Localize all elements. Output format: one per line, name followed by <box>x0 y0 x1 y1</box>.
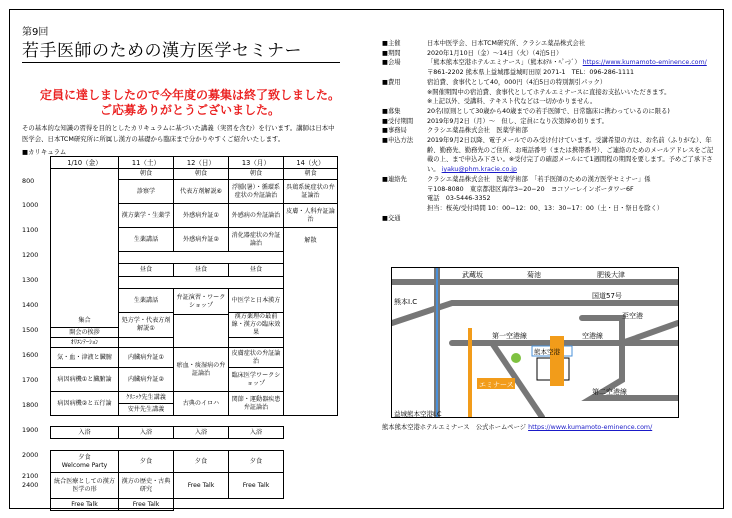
schedule-cell: 生薬講話 <box>119 289 174 313</box>
time-tick: 1600 <box>22 351 39 359</box>
schedule-cell: 生薬講話 <box>119 228 174 252</box>
intro-text: その基本的な知識の習得を目的としたカリキュラムに基づいた講義（実習を含む）を行います。講師は日本中医学会、日本TCM研究所に所属し漢方の基礎から臨床まで分かりやすくご紹介いたします。 <box>22 124 335 143</box>
schedule-cell: 代表方剤解説⑥ <box>174 180 229 204</box>
schedule-cell <box>51 439 284 451</box>
schedule-cell: 昼食 <box>119 264 174 277</box>
schedule-cell: Free Talk <box>229 473 284 499</box>
info-row <box>382 126 717 136</box>
schedule-cell: 消化器症状の弁証論治 <box>229 228 284 252</box>
map-label: 第二空港線 <box>592 388 627 396</box>
info-row <box>382 194 717 204</box>
schedule-cell: ｸﾘﾆｯｸ先生講義 <box>119 392 174 404</box>
info-row <box>382 214 717 224</box>
info-row <box>382 49 717 59</box>
schedule-cell: 朝食 <box>119 169 174 180</box>
schedule-cell: 内臓病弁証① <box>119 348 174 368</box>
time-tick: 2000 <box>22 451 39 459</box>
schedule-cell <box>174 338 229 348</box>
info-value: 〒861-2202 熊本県上益城郡益城町田原 2071-1 TEL：096-286-1111 <box>427 69 635 77</box>
info-row <box>382 78 717 88</box>
info-value: 宿泊費、食事代として40，000円（4泊5日の特別割引パック） <box>427 78 607 86</box>
schedule-cell: 浮腫(暑）・循環系症状の弁証論治 <box>229 180 284 204</box>
time-tick: 2100 <box>22 472 39 480</box>
info-row <box>382 204 717 214</box>
time-tick: 1200 <box>22 251 39 259</box>
info-value: 2020年1月10日（金）〜14日（火）（4泊5日） <box>427 49 563 57</box>
venue-link[interactable]: https://www.kumamoto-eminence.com/ <box>582 59 707 67</box>
footer-text: 熊本熊本空港ホテルエミナース 公式ホームページ <box>382 424 527 431</box>
day-header: 1/10（金） <box>51 157 119 169</box>
map-label: エミナース <box>479 381 514 389</box>
schedule-cell: 気・血・津液と臓腑 <box>51 348 119 368</box>
schedule-cell: 外感病弁証① <box>174 204 229 228</box>
schedule-cell <box>51 169 119 315</box>
issue-number: 第9回 <box>22 27 49 38</box>
info-label: ■受付期間 <box>382 117 414 125</box>
info-row <box>382 97 717 107</box>
schedule-cell: 解散 <box>284 228 338 416</box>
schedule-cell: 病因病機①と臓腑論 <box>51 368 119 392</box>
day-header: 13（月） <box>229 157 284 169</box>
schedule-cell <box>51 416 284 427</box>
info-row <box>382 136 717 175</box>
info-label: ■連絡先 <box>382 175 407 183</box>
welcome-party: Welcome Party <box>61 461 108 469</box>
traffic-label: ■交通 <box>382 214 401 222</box>
info-label: ■募集 <box>382 107 401 115</box>
schedule-cell: 中医学と日本漢方 <box>229 289 284 313</box>
info-value: 担当：桜英/受付時間 10：00−12：00、13：30−17：00（土・日・祭日を除く） <box>427 204 664 212</box>
notice-thanks: ご応募ありがとうございました。 <box>99 103 280 117</box>
info-label: ■事務局 <box>382 127 407 135</box>
time-tick: 1700 <box>22 376 39 384</box>
day-header: 12（日） <box>174 157 229 169</box>
footer <box>382 422 652 431</box>
schedule-cell <box>51 451 119 473</box>
schedule-cell: Free Talk <box>174 473 229 499</box>
schedule-cell: 入浴 <box>229 427 284 439</box>
schedule-cell <box>174 499 284 511</box>
schedule-cell: 漢方の歴史・古典研究 <box>119 473 174 499</box>
schedule-cell: 入浴 <box>51 427 119 439</box>
info-value: クラシエ薬品株式会社 医薬学術部 「若手医師のための漢方医学セミナー」係 <box>427 175 651 183</box>
info-row <box>382 68 717 78</box>
info-value: 2019年9月2日（月）〜 但し、定員になり次第締め切ります。 <box>427 117 608 125</box>
schedule-cell: 昼食 <box>229 264 284 277</box>
schedule-cell: 漢方薬理の最前線・漢方の臨床效果 <box>229 313 284 338</box>
schedule-cell: 朝食 <box>229 169 284 180</box>
schedule-cell: 古典のイロハ <box>174 392 229 416</box>
footer-link[interactable]: https://www.kumamoto-eminence.com/ <box>528 424 653 431</box>
map-svg <box>392 268 678 417</box>
schedule-cell: 安井先生講義 <box>119 404 174 416</box>
map-label: 肥後大津 <box>597 271 625 279</box>
schedule-cell: 外感病弁証② <box>174 228 229 252</box>
time-tick: 1100 <box>22 226 39 234</box>
info-label: ■申込方法 <box>382 137 414 145</box>
schedule-cell: 内臓病弁証② <box>119 368 174 392</box>
info-value: 日本中医学会、日本TCM研究所、クラシエ薬品株式会社 <box>427 40 586 47</box>
time-tick: 1400 <box>22 301 39 309</box>
time-tick: 1500 <box>22 326 39 334</box>
info-label: ■主催 <box>382 40 401 47</box>
schedule-cell: 朝食 <box>284 169 338 180</box>
schedule-cell: 夕食 <box>174 451 229 473</box>
curriculum-label: ■カリキュラム <box>22 148 67 156</box>
curriculum-table <box>50 156 338 511</box>
map-label: 武蔵坂 <box>462 271 483 279</box>
schedule-cell: 集合 <box>51 315 119 328</box>
schedule-cell: 処方学・代表方剤解説① <box>119 313 174 338</box>
time-tick: 1800 <box>22 401 39 409</box>
info-value: 〒108-8080 東京都港区海岸3−20−20 ヨコソーレインボータワー6F <box>427 185 634 193</box>
schedule-cell: 臨床医学ワークショップ <box>229 368 284 392</box>
time-tick: 800 <box>22 177 35 185</box>
info-row <box>382 88 717 98</box>
schedule-cell: 朝食 <box>174 169 229 180</box>
schedule-cell: 呉鶏系統症状の弁証論治 <box>284 180 338 204</box>
time-tick: 1900 <box>22 426 39 434</box>
info-row <box>382 175 717 185</box>
schedule-cell: 統合医療としての漢方医学の形 <box>51 473 119 499</box>
schedule-cell: 弁証演習・ワークショップ <box>174 289 229 315</box>
map-label: 国道57号 <box>592 292 622 300</box>
schedule-cell: 病因病機②と五行論 <box>51 392 119 416</box>
schedule-cell: 皮膚症状の弁証論治 <box>229 348 284 368</box>
day-header: 14（火） <box>284 157 338 169</box>
info-row <box>382 39 717 49</box>
schedule-cell: 関節・運動器疾患弁証論治 <box>229 392 284 416</box>
email-link[interactable]: iyaku@phm.kracie.co.jp <box>441 166 517 174</box>
map-label: 第一空港線 <box>492 332 527 340</box>
info-row <box>382 107 717 117</box>
map-label: 至空港 <box>622 312 643 320</box>
schedule-cell: 外感病の弁証論治 <box>229 204 284 228</box>
info-value: ※開催期間中の宿泊費、食事代としてホテルエミナースに直接お支払いいただきます。 <box>427 88 671 96</box>
schedule-cell: 夕食 <box>229 451 284 473</box>
schedule-cell: 瘀血・痰湿病の弁証論治 <box>174 348 229 392</box>
day-header: 11（土） <box>119 157 174 169</box>
access-map <box>391 267 679 418</box>
info-value: 「熊本熊本空港ホテルエミナース」（熊本ﾎﾃﾙ・ﾍﾟｰｼﾞ） <box>427 59 581 67</box>
time-tick: 2400 <box>22 481 39 489</box>
info-block <box>382 39 717 223</box>
info-label: ■期間 <box>382 49 401 57</box>
page-title: 若手医師のための漢方医学セミナー <box>22 41 302 61</box>
info-label: ■費用 <box>382 78 401 86</box>
map-label: 熊本空港 <box>534 348 560 356</box>
schedule-cell: 昼食 <box>174 264 229 277</box>
schedule-cell: 入浴 <box>119 427 174 439</box>
schedule-cell: 漢方薬学・生薬学 <box>119 204 174 228</box>
info-row <box>382 185 717 195</box>
schedule-cell: 皮膚・人科弁証論治 <box>284 204 338 228</box>
info-value: 20名(原則として30歳から40歳までの若手医師で、日常臨床に携わっているのに限る) <box>427 107 670 115</box>
schedule-cell <box>174 315 229 338</box>
info-row <box>382 117 717 127</box>
schedule-cell: Free Talk <box>51 499 119 511</box>
schedule-cell: 診察学 <box>119 180 174 204</box>
notice-closed: 定員に達しましたので今年度の募集は終了致しました。 <box>40 88 341 102</box>
info-row <box>382 58 717 68</box>
schedule-cell: 開会の挨拶 <box>51 328 119 338</box>
schedule-cell <box>119 338 174 348</box>
time-tick: 1000 <box>22 201 39 209</box>
map-label: 熊本I.C <box>394 298 418 306</box>
map-label: 空港線 <box>582 332 603 340</box>
title-divider <box>22 62 340 63</box>
info-value: クラシエ薬品株式会社 医薬学術部 <box>427 127 528 135</box>
schedule-cell <box>119 252 284 264</box>
time-tick: 1300 <box>22 276 39 284</box>
info-value: ※上記以外、受講料、テキスト代などは一切かかりません。 <box>427 98 597 106</box>
schedule-cell: 入浴 <box>174 427 229 439</box>
schedule-cell <box>119 277 284 289</box>
info-label: ■会場 <box>382 59 401 67</box>
dinner-label: 夕食 <box>78 453 91 461</box>
schedule-cell: 夕食 <box>119 451 174 473</box>
info-value: 2019年9月2日以降、電子メールでのみ受け付けています。受講希望の方は、お名前（ふりがな）、年齢、勤務先、勤務先のご住所、お電話番号（または携帯番号）、ご連絡のためのメールアドレスをご記載の上、まで申込み下さい。※受付完了の確認メールにて1週間程の期間を要します。予めご了承下さい。 <box>427 137 714 174</box>
map-label: 益城熊本空港I.C <box>394 410 442 417</box>
schedule-cell <box>229 338 284 348</box>
schedule-cell: ｵﾘｴﾝﾃｰｼｮﾝ <box>51 338 119 348</box>
schedule-cell: Free Talk <box>119 499 174 511</box>
info-value: 電話 03-5446-3352 <box>427 195 491 203</box>
map-label: 菊池 <box>527 271 541 279</box>
